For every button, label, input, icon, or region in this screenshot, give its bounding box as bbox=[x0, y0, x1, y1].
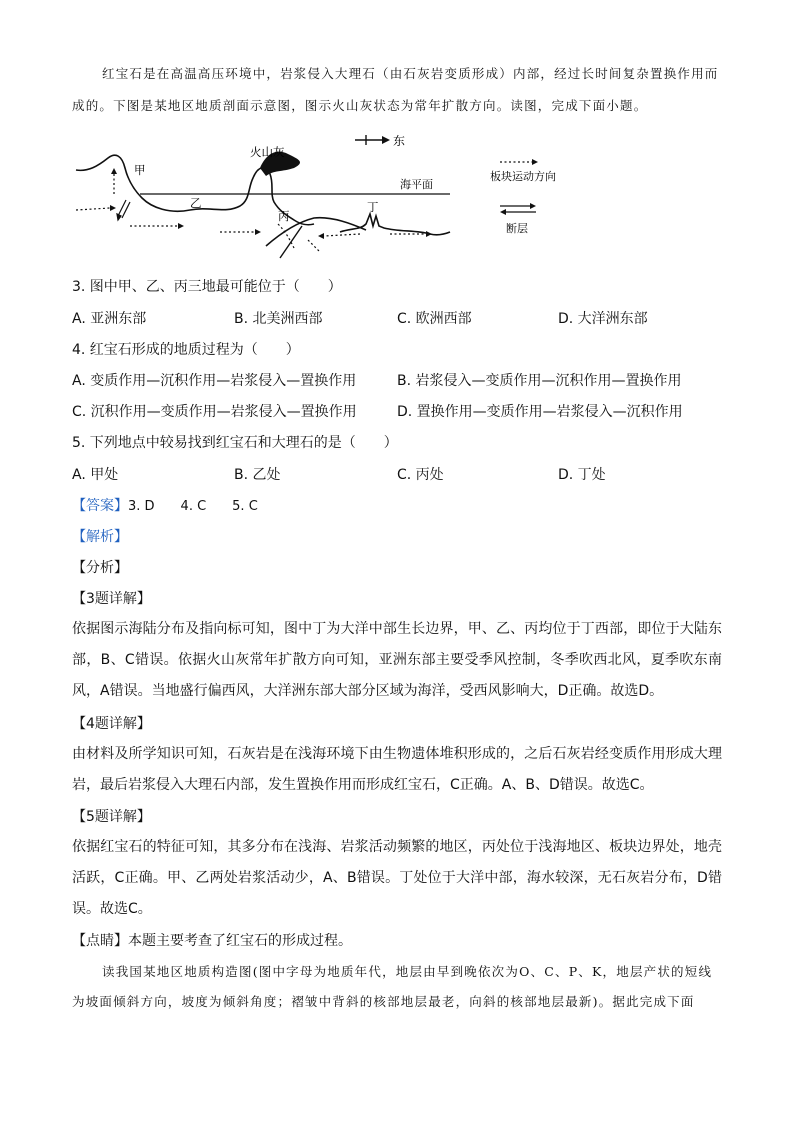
question-3-stem: 3. 图中甲、乙、丙三地最可能位于（ ） bbox=[72, 279, 342, 295]
q3-option-c: C. 欧洲西部 bbox=[397, 311, 472, 327]
answer-tag: 【答案】 bbox=[72, 498, 128, 514]
volcanic-ash-label: 火山灰 bbox=[250, 145, 285, 159]
q4-option-d: D. 置换作用—变质作用—岩浆侵入—沉积作用 bbox=[397, 404, 683, 420]
q5-option-c: C. 丙处 bbox=[397, 467, 444, 483]
q3-option-d: D. 大洋洲东部 bbox=[558, 311, 648, 327]
detail5-text: 依据红宝石的特征可知，其多分布在浅海、岩浆活动频繁的地区，丙处位于浅海地区、板块边界处，地壳活跃，C正确。甲、乙两处岩浆活动少，A、B错误。丁处位于大洋中部，海水较深，无石灰岩分布，D错误。故选C。 bbox=[72, 839, 722, 917]
detail3-text: 依据图示海陆分布及指向标可知，图中丁为大洋中部生长边界，甲、乙、丙均位于丁西部，即位于大陆东部，B、C错误。依据火山灰常年扩散方向可知，亚洲东部主要受季风控制，冬季吹西北风，夏季吹东南风，A错误。当地盛行偏西风，大洋洲东部大部分区域为海洋，受西风影响大，D正确。故选D。 bbox=[72, 621, 722, 699]
q5-option-a: A. 甲处 bbox=[72, 467, 119, 483]
legend-plate-label: 板块运动方向 bbox=[490, 170, 556, 183]
fenxi-tag: 【分析】 bbox=[72, 560, 128, 576]
q3-option-b: B. 北美洲西部 bbox=[234, 311, 323, 327]
sea-level-label: 海平面 bbox=[400, 178, 433, 191]
q4-option-b: B. 岩浆侵入—变质作用—沉积作用—置换作用 bbox=[397, 373, 682, 389]
question-5-stem: 5. 下列地点中较易找到红宝石和大理石的是（ ） bbox=[72, 435, 398, 451]
detail4-tag: 【4题详解】 bbox=[72, 716, 151, 732]
fault-symbol bbox=[117, 200, 130, 220]
mid-ocean-ridge bbox=[340, 214, 450, 235]
label-bing: 丙 bbox=[278, 209, 290, 223]
intro-text: 红宝石是在高温高压环境中，岩浆侵入大理石（由石灰岩变质形成）内部，经过长时间复杂置换作用而成的。下图是某地区地质剖面示意图，图示火山灰状态为常年扩散方向。读图，完成下面小题。 bbox=[72, 66, 719, 113]
east-arrow-icon bbox=[355, 135, 390, 145]
analysis-tag: 【解析】 bbox=[72, 529, 128, 545]
label-yi: 乙 bbox=[190, 196, 202, 210]
label-jia: 甲 bbox=[134, 163, 146, 177]
q4-option-a: A. 变质作用—沉积作用—岩浆侵入—置换作用 bbox=[72, 373, 357, 389]
q3-option-a: A. 亚洲东部 bbox=[72, 311, 147, 327]
dianjing-tag: 【点睛】 bbox=[72, 933, 128, 949]
q4-option-c: C. 沉积作用—变质作用—岩浆侵入—置换作用 bbox=[72, 404, 357, 420]
q5-option-d: D. 丁处 bbox=[558, 467, 606, 483]
east-label: 东 bbox=[393, 134, 406, 148]
geologic-section-diagram bbox=[70, 128, 570, 263]
answer-text: 3. D 4. C 5. C bbox=[128, 499, 258, 514]
dianjing-line bbox=[72, 930, 352, 950]
next-intro-text: 读我国某地区地质构造图(图中字母为地质年代，地层由早到晚依次为O、C、P、K，地层产状的短线为坡面倾斜方向，坡度为倾斜角度；褶皱中背斜的核部地层最老，向斜的核部地层最新)。据此完成下面 bbox=[72, 964, 713, 1009]
legend-fault-icon bbox=[500, 203, 536, 215]
legend bbox=[490, 159, 556, 235]
detail5-tag: 【5题详解】 bbox=[72, 809, 151, 825]
plate-boundary-line bbox=[280, 226, 302, 258]
detail3-tag: 【3题详解】 bbox=[72, 591, 151, 607]
label-ding: 丁 bbox=[367, 200, 379, 214]
legend-fault-label: 断层 bbox=[506, 222, 528, 235]
q5-option-b: B. 乙处 bbox=[234, 467, 281, 483]
detail4-text: 由材料及所学知识可知，石灰岩是在浅海环境下由生物遗体堆积形成的，之后石灰岩经变质作用形成大理岩，最后岩浆侵入大理石内部，发生置换作用而形成红宝石，C正确。A、B、D错误。故选C。 bbox=[72, 746, 722, 793]
answer-line bbox=[72, 495, 258, 515]
dianjing-text: 本题主要考查了红宝石的形成过程。 bbox=[128, 933, 352, 949]
question-4-stem: 4. 红宝石形成的地质过程为（ ） bbox=[72, 342, 300, 358]
